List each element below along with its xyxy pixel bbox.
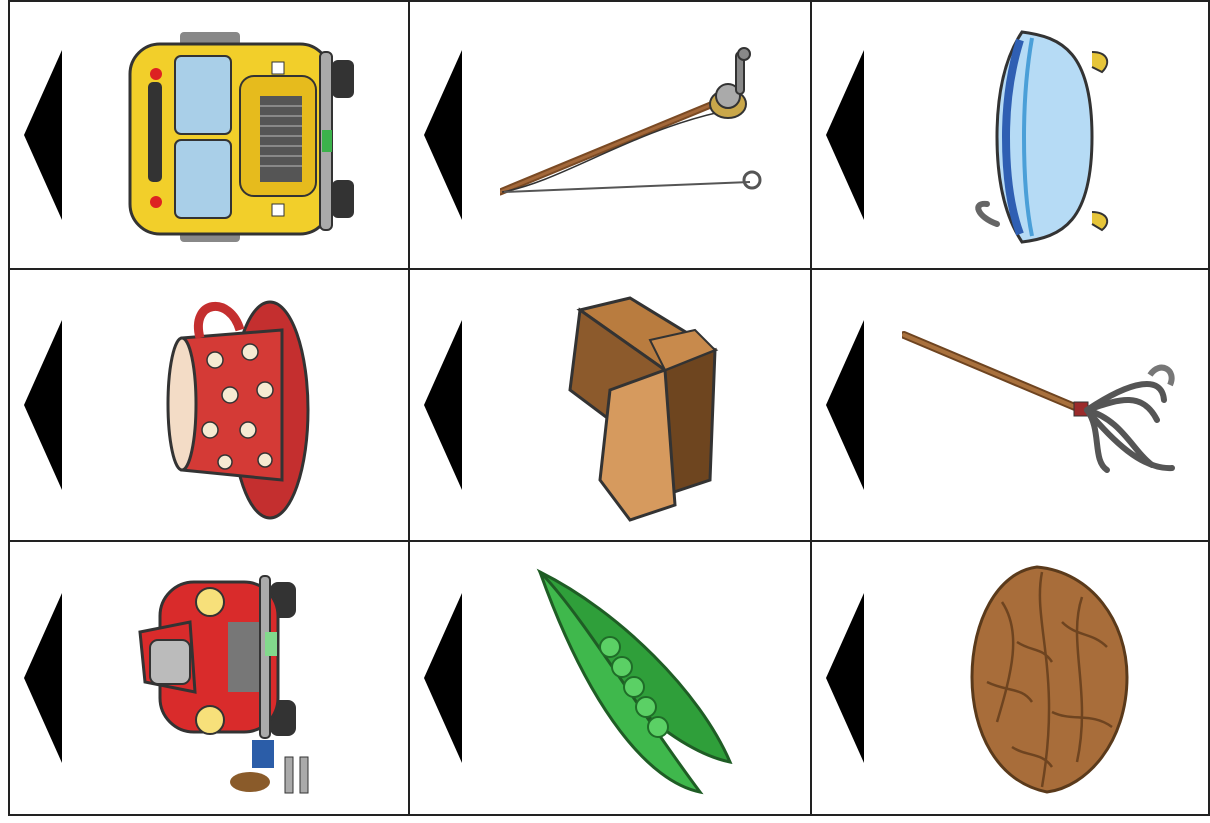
card-teacup[interactable] bbox=[8, 270, 410, 542]
left-arrow-icon bbox=[24, 50, 64, 220]
fishing-rod-icon bbox=[500, 12, 790, 262]
left-arrow-icon bbox=[826, 320, 866, 490]
card-mop[interactable] bbox=[812, 270, 1210, 542]
left-arrow-icon bbox=[826, 50, 866, 220]
bathtub-icon bbox=[902, 12, 1192, 262]
card-school-bus[interactable] bbox=[8, 0, 410, 270]
left-arrow-icon bbox=[24, 320, 64, 490]
picture-card-grid bbox=[8, 0, 1210, 816]
left-arrow-icon bbox=[424, 593, 464, 763]
left-arrow-icon bbox=[424, 50, 464, 220]
school-bus-icon bbox=[100, 12, 390, 262]
teacup-icon bbox=[100, 280, 390, 530]
left-arrow-icon bbox=[826, 593, 866, 763]
left-arrow-icon bbox=[24, 593, 64, 763]
cardboard-box-icon bbox=[500, 280, 790, 530]
walnut-icon bbox=[902, 552, 1192, 802]
pea-pod-icon bbox=[500, 552, 790, 802]
card-fishing-rod[interactable] bbox=[410, 0, 812, 270]
card-car[interactable] bbox=[8, 542, 410, 816]
left-arrow-icon bbox=[424, 320, 464, 490]
red-car-icon bbox=[100, 552, 390, 802]
card-pea-pod[interactable] bbox=[410, 542, 812, 816]
card-box[interactable] bbox=[410, 270, 812, 542]
mop-icon bbox=[902, 280, 1192, 530]
card-walnut[interactable] bbox=[812, 542, 1210, 816]
card-bathtub[interactable] bbox=[812, 0, 1210, 270]
